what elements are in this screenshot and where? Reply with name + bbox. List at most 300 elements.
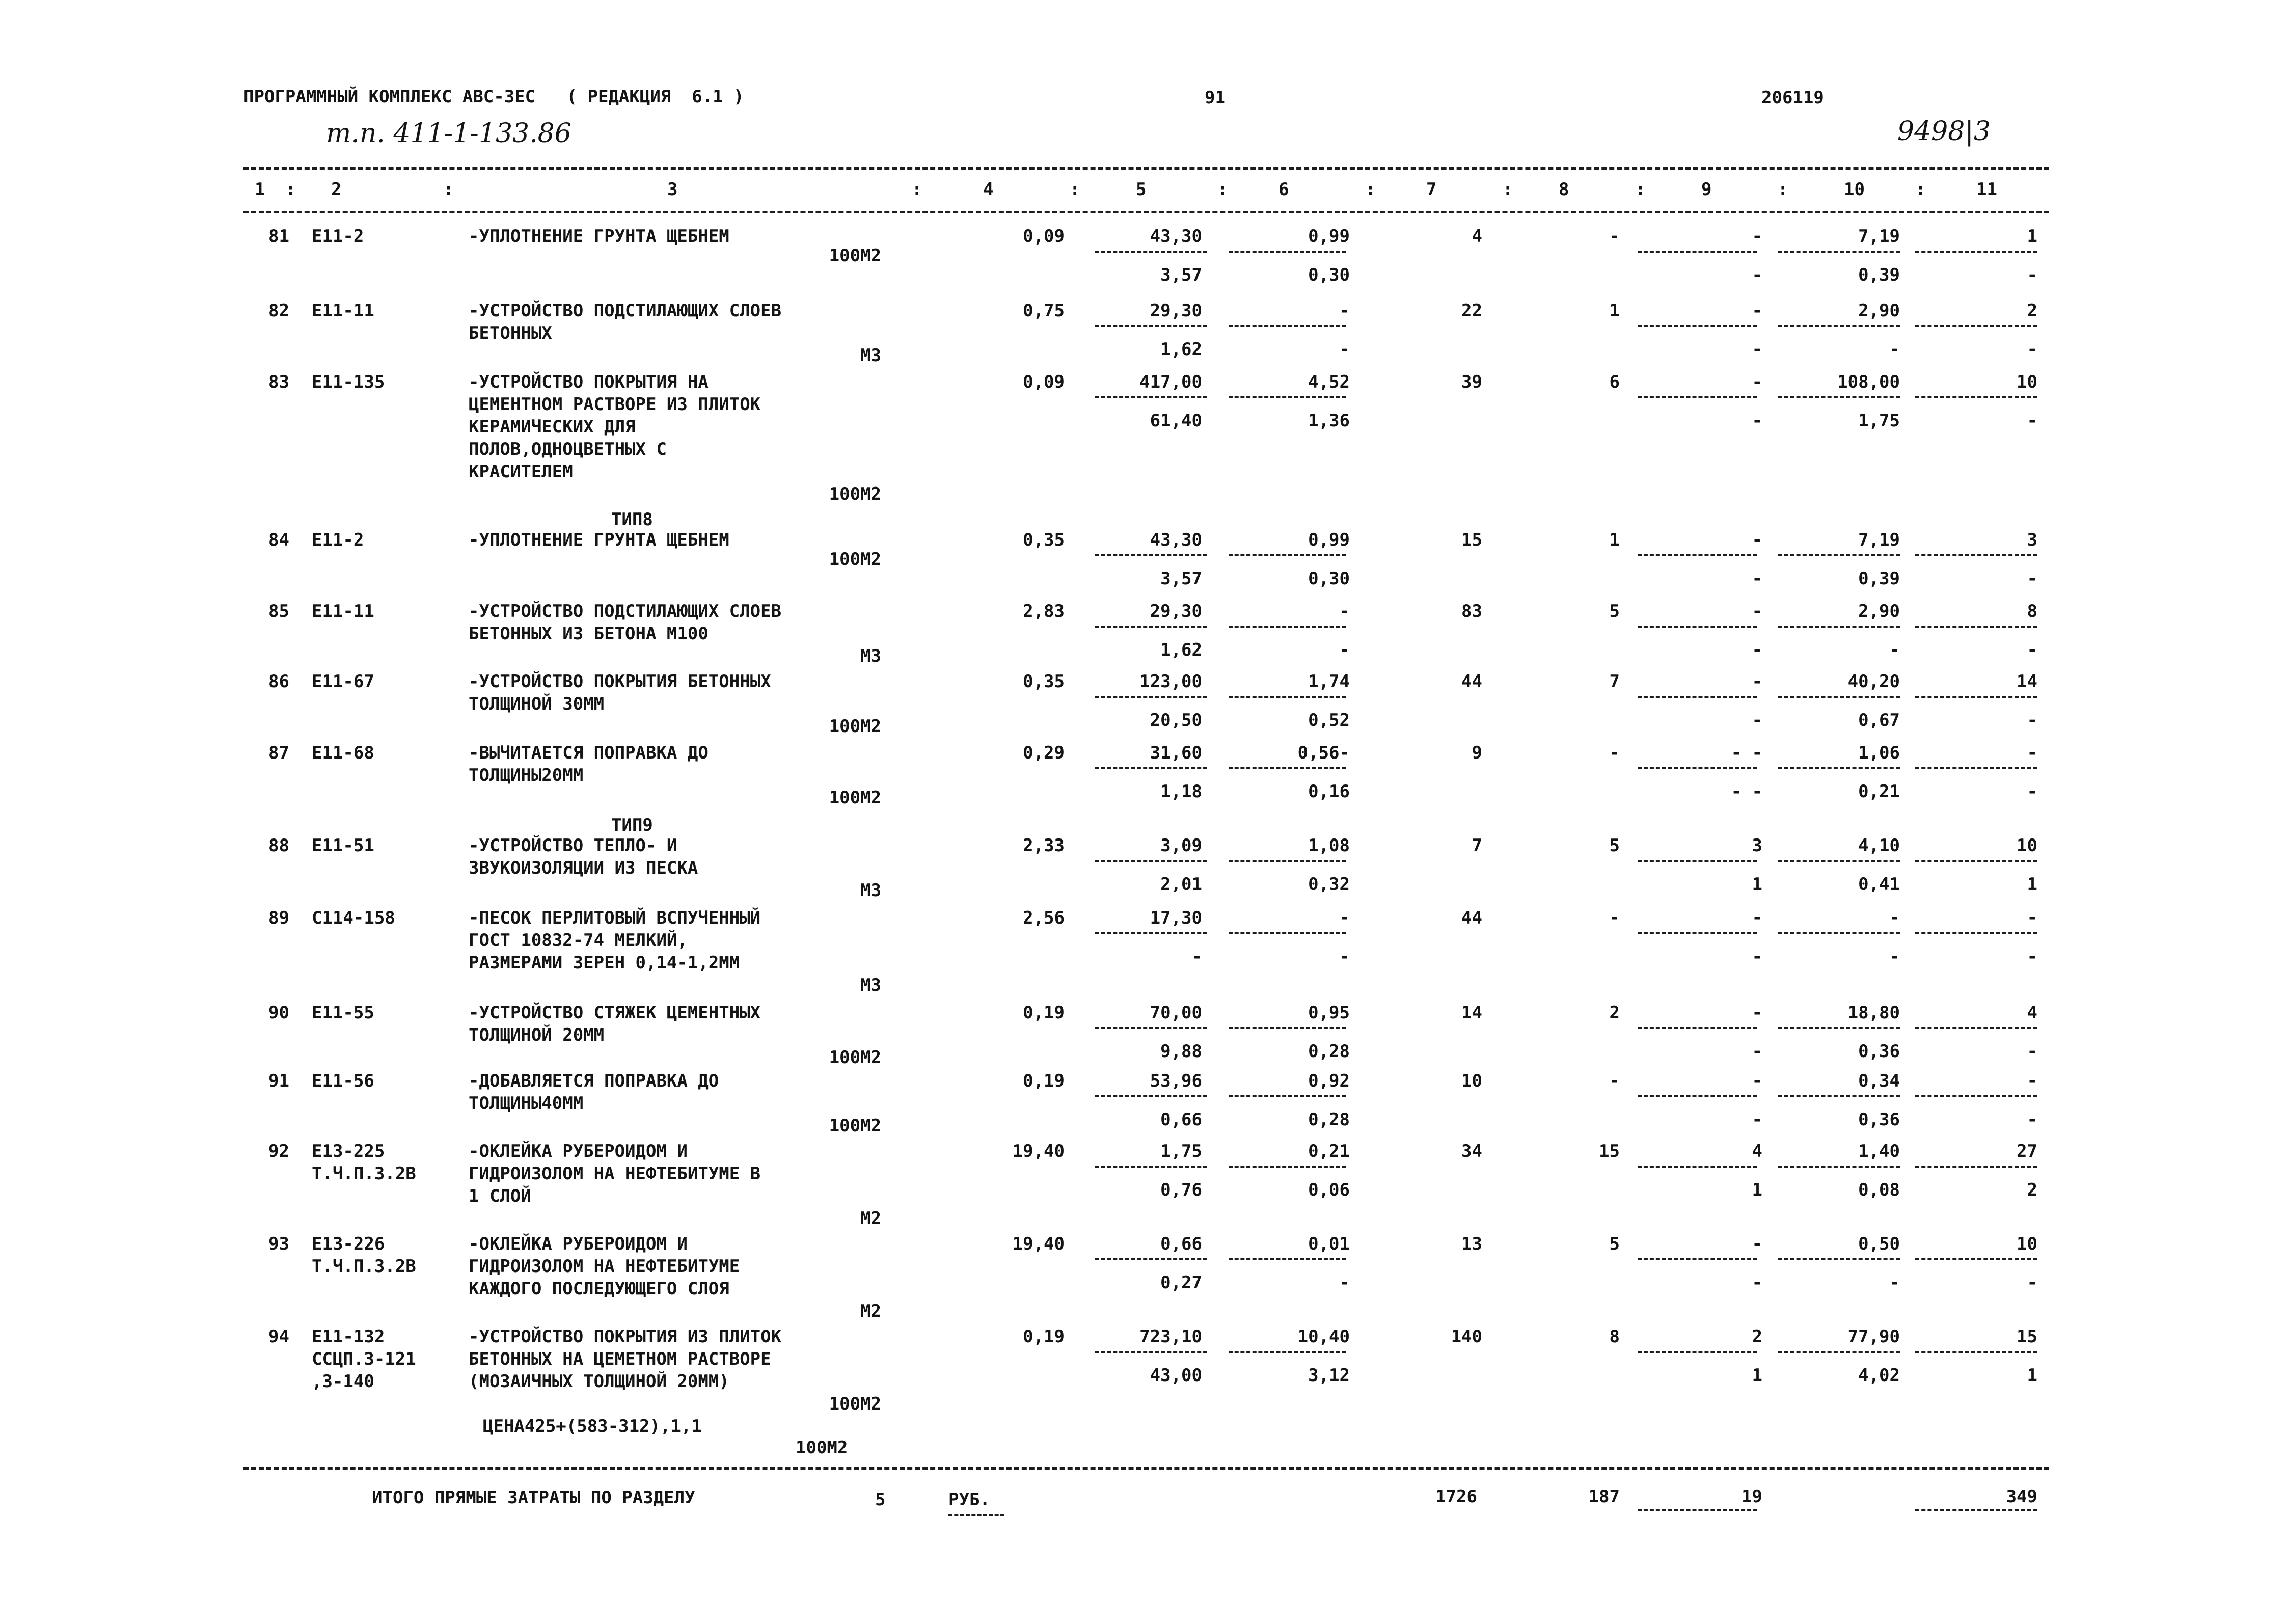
cell-divider-dash: [1778, 325, 1900, 327]
row-col11-top: 14: [2017, 671, 2037, 692]
row-col11-top: 8: [2027, 601, 2037, 621]
row-code: Е11-68: [312, 743, 374, 763]
row-col10-bottom: 0,67: [1858, 710, 1900, 730]
totals-rule: [243, 1467, 2049, 1470]
row-col6-top: 4,52: [1308, 372, 1350, 392]
row-col9-bottom: -: [1752, 1273, 1762, 1293]
row-col5-bottom: 61,40: [1150, 411, 1202, 431]
total-label: ИТОГО ПРЯМЫЕ ЗАТРАТЫ ПО РАЗДЕЛУ: [372, 1487, 695, 1508]
row-col5-bottom: 2,01: [1160, 874, 1202, 895]
column-header-2: 2: [331, 179, 342, 200]
row-code: Е11-132: [312, 1327, 385, 1347]
row-unit: 100М2: [829, 1047, 881, 1068]
cell-divider-dash: [1915, 1351, 2037, 1353]
cell-divider-dash: [1778, 696, 1900, 698]
row-col4: 19,40: [1012, 1234, 1065, 1254]
row-col11-bottom: -: [2027, 569, 2037, 589]
row-col8: 5: [1609, 835, 1620, 856]
row-col6-top: 0,21: [1308, 1141, 1350, 1161]
column-header-9: 9: [1701, 179, 1712, 200]
row-col8: 5: [1609, 1234, 1620, 1254]
row-description-line: ПОЛОВ,ОДНОЦВЕТНЫХ С: [469, 439, 667, 459]
cell-divider-dash: [1095, 325, 1207, 327]
cell-divider-dash: [1229, 396, 1346, 398]
row-col7: 13: [1461, 1234, 1482, 1254]
row-description-line: РАЗМЕРАМИ ЗЕРЕН 0,14-1,2ММ: [469, 953, 740, 973]
row-col9-bottom: 1: [1752, 874, 1762, 895]
row-col9-bottom: -: [1752, 339, 1762, 360]
cell-divider-dash: [1778, 767, 1900, 769]
row-col5-bottom: -: [1191, 946, 1202, 967]
cell-divider-dash: [1915, 1027, 2037, 1029]
row-col11-top: -: [2027, 908, 2037, 928]
row-number: 94: [268, 1327, 289, 1347]
cell-divider-dash: [1095, 1258, 1207, 1260]
row-col5-bottom: 0,27: [1160, 1273, 1202, 1293]
cell-divider-dash: [1778, 932, 1900, 934]
row-col9-bottom: - -: [1731, 781, 1762, 802]
row-col10-top: 18,80: [1847, 1003, 1900, 1023]
type-label-9: ТИП9: [611, 815, 653, 835]
row-col6-bottom: 0,16: [1308, 781, 1350, 802]
cell-divider-dash: [1638, 1351, 1757, 1353]
total-col9-dash: [1638, 1509, 1757, 1511]
row-number: 92: [268, 1141, 289, 1161]
row-col6-top: 1,08: [1308, 835, 1350, 856]
type-label-8: ТИП8: [611, 509, 653, 530]
row-code: Е11-67: [312, 671, 374, 692]
row-code: Е11-135: [312, 372, 385, 392]
row-description-line: ЦЕМЕНТНОМ РАСТВОРЕ ИЗ ПЛИТОК: [469, 394, 761, 415]
column-separator: :: [1915, 179, 1926, 200]
cell-divider-dash: [1095, 767, 1207, 769]
cell-divider-dash: [1229, 1095, 1346, 1097]
cell-divider-dash: [1778, 1351, 1900, 1353]
row-description-line: БЕТОННЫХ НА ЦЕМЕТНОМ РАСТВОРЕ: [469, 1349, 771, 1369]
row-description-line: -УСТРОЙСТВО СТЯЖЕК ЦЕМЕНТНЫХ: [469, 1003, 761, 1023]
cell-divider-dash: [1095, 626, 1207, 628]
total-col9: 19: [1741, 1486, 1762, 1507]
row-description-line: ТОЛЩИНЫ40ММ: [469, 1093, 584, 1114]
row-col9-top: -: [1752, 601, 1762, 621]
row-code: Е11-51: [312, 835, 374, 856]
cell-divider-dash: [1778, 396, 1900, 398]
row-number: 84: [268, 530, 289, 550]
cell-divider-dash: [1095, 1166, 1207, 1168]
row-col10-bottom: -: [1889, 1273, 1900, 1293]
row-unit: М2: [860, 1208, 881, 1229]
row-number: 88: [268, 835, 289, 856]
cell-divider-dash: [1638, 932, 1757, 934]
row-code-ref: Т.Ч.П.3.2В: [312, 1256, 416, 1277]
row-col5-bottom: 20,50: [1150, 710, 1202, 730]
row-col10-bottom: 0,36: [1858, 1109, 1900, 1130]
row-col9-top: - -: [1731, 743, 1762, 763]
row-col8: -: [1609, 743, 1620, 763]
row-number: 86: [268, 671, 289, 692]
row-col6-top: 0,56-: [1297, 743, 1350, 763]
row-col9-bottom: 1: [1752, 1180, 1762, 1200]
row-description-line: БЕТОННЫХ ИЗ БЕТОНА М100: [469, 624, 709, 644]
row-col9-top: 3: [1752, 835, 1762, 856]
row-col7: 44: [1461, 908, 1482, 928]
row-col6-bottom: -: [1339, 1273, 1350, 1293]
row-col11-top: -: [2027, 743, 2037, 763]
row-col7: 83: [1461, 601, 1482, 621]
row-unit: М3: [860, 345, 881, 366]
row-description-line: -ПЕСОК ПЕРЛИТОВЫЙ ВСПУЧЕННЫЙ: [469, 908, 761, 928]
row-description-line: -ДОБАВЛЯЕТСЯ ПОПРАВКА ДО: [469, 1071, 719, 1091]
column-separator: :: [1635, 179, 1646, 200]
row-description-line: ЗВУКОИЗОЛЯЦИИ ИЗ ПЕСКА: [469, 858, 698, 878]
row-col5-bottom: 1,62: [1160, 640, 1202, 660]
row-col5-top: 31,60: [1150, 743, 1202, 763]
row-unit: 100М2: [829, 1394, 881, 1414]
row-code: Е11-56: [312, 1071, 374, 1091]
row-col9-bottom: -: [1752, 265, 1762, 285]
handwritten-project-number: т.п. 411-1-133.86: [326, 118, 572, 149]
cell-divider-dash: [1229, 325, 1346, 327]
row-col8: 2: [1609, 1003, 1620, 1023]
row-description-line: ГОСТ 10832-74 МЕЛКИЙ,: [469, 930, 688, 951]
row-col5-top: 53,96: [1150, 1071, 1202, 1091]
row-col10-top: 0,34: [1858, 1071, 1900, 1091]
row-col8: 1: [1609, 301, 1620, 321]
row-col10-top: 40,20: [1847, 671, 1900, 692]
row-col10-bottom: -: [1889, 946, 1900, 967]
row-col4: 0,19: [1023, 1071, 1065, 1091]
row-description-line: ГИДРОИЗОЛОМ НА НЕФТЕБИТУМЕ: [469, 1256, 740, 1277]
row-col6-top: 0,95: [1308, 1003, 1350, 1023]
row-code: Е11-11: [312, 301, 374, 321]
row-col8: 6: [1609, 372, 1620, 392]
row-col11-top: 10: [2017, 372, 2037, 392]
row-unit: 100М2: [829, 716, 881, 737]
row-col6-bottom: 1,36: [1308, 411, 1350, 431]
cell-divider-dash: [1229, 251, 1346, 253]
row-col10-top: -: [1889, 908, 1900, 928]
cell-divider-dash: [1915, 932, 2037, 934]
row-col8: 7: [1609, 671, 1620, 692]
cell-divider-dash: [1638, 860, 1757, 862]
cell-divider-dash: [1095, 932, 1207, 934]
row-col9-top: -: [1752, 908, 1762, 928]
row-col6-bottom: 0,28: [1308, 1041, 1350, 1062]
row-description-line: -ОКЛЕЙКА РУБЕРОИДОМ И: [469, 1141, 688, 1161]
row-col4: 0,29: [1023, 743, 1065, 763]
cell-divider-dash: [1638, 251, 1757, 253]
row-col10-bottom: -: [1889, 640, 1900, 660]
row-col10-bottom: 0,36: [1858, 1041, 1900, 1062]
row-col8: 15: [1599, 1141, 1620, 1161]
row-col4: 0,19: [1023, 1003, 1065, 1023]
row-col9-top: -: [1752, 530, 1762, 550]
row-col7: 39: [1461, 372, 1482, 392]
row-number: 85: [268, 601, 289, 621]
row-col4: 0,75: [1023, 301, 1065, 321]
row-col5-top: 29,30: [1150, 601, 1202, 621]
row-col11-bottom: -: [2027, 1041, 2037, 1062]
row-col7: 15: [1461, 530, 1482, 550]
cell-divider-dash: [1638, 1258, 1757, 1260]
row-col6-top: -: [1339, 301, 1350, 321]
row-description-line: -УПЛОТНЕНИЕ ГРУНТА ЩЕБНЕМ: [469, 226, 729, 247]
cell-divider-dash: [1915, 860, 2037, 862]
column-header-3: 3: [667, 179, 678, 200]
cell-divider-dash: [1638, 325, 1757, 327]
row-col7: 9: [1472, 743, 1482, 763]
row-col9-top: -: [1752, 226, 1762, 247]
row-col5-top: 29,30: [1150, 301, 1202, 321]
row-col10-bottom: 0,41: [1858, 874, 1900, 895]
cell-divider-dash: [1638, 396, 1757, 398]
row-number: 82: [268, 301, 289, 321]
row-col10-top: 4,10: [1858, 835, 1900, 856]
row-col9-bottom: -: [1752, 411, 1762, 431]
row-col6-bottom: 0,30: [1308, 569, 1350, 589]
row-unit: 100М2: [829, 788, 881, 808]
row-number: 90: [268, 1003, 289, 1023]
row-number: 83: [268, 372, 289, 392]
total-col11-dash: [1915, 1509, 2037, 1511]
price-note-unit: 100М2: [796, 1438, 848, 1458]
cell-divider-dash: [1095, 1095, 1207, 1097]
row-col7: 10: [1461, 1071, 1482, 1091]
total-section: 5: [875, 1490, 886, 1510]
column-header-5: 5: [1136, 179, 1147, 200]
row-col6-top: 0,99: [1308, 226, 1350, 247]
row-col7: 7: [1472, 835, 1482, 856]
row-description-line: КЕРАМИЧЕСКИХ ДЛЯ: [469, 417, 636, 437]
row-col6-bottom: -: [1339, 946, 1350, 967]
row-col9-top: 4: [1752, 1141, 1762, 1161]
row-col5-top: 723,10: [1139, 1327, 1202, 1347]
row-description-line: БЕТОННЫХ: [469, 323, 552, 343]
cell-divider-dash: [1638, 626, 1757, 628]
cell-divider-dash: [1915, 251, 2037, 253]
row-col4: 2,83: [1023, 601, 1065, 621]
row-description-line: -УСТРОЙСТВО ПОКРЫТИЯ ИЗ ПЛИТОК: [469, 1327, 782, 1347]
row-col5-bottom: 9,88: [1160, 1041, 1202, 1062]
row-col5-top: 43,30: [1150, 226, 1202, 247]
row-col11-bottom: -: [2027, 411, 2037, 431]
cell-divider-dash: [1229, 932, 1346, 934]
row-col6-top: 0,99: [1308, 530, 1350, 550]
row-col7: 44: [1461, 671, 1482, 692]
row-col10-bottom: -: [1889, 339, 1900, 360]
row-col5-top: 123,00: [1139, 671, 1202, 692]
row-description-line: КРАСИТЕЛЕМ: [469, 462, 573, 482]
row-col9-bottom: -: [1752, 710, 1762, 730]
cell-divider-dash: [1229, 696, 1346, 698]
cell-divider-dash: [1778, 1095, 1900, 1097]
row-col10-bottom: 1,75: [1858, 411, 1900, 431]
row-col11-top: 10: [2017, 1234, 2037, 1254]
row-number: 93: [268, 1234, 289, 1254]
row-col5-bottom: 3,57: [1160, 569, 1202, 589]
row-col11-top: 10: [2017, 835, 2037, 856]
cell-divider-dash: [1229, 767, 1346, 769]
row-col10-top: 1,40: [1858, 1141, 1900, 1161]
row-col9-bottom: -: [1752, 569, 1762, 589]
column-header-11: 11: [1976, 179, 1997, 200]
cell-divider-dash: [1915, 696, 2037, 698]
row-col6-top: 10,40: [1297, 1327, 1350, 1347]
cell-divider-dash: [1778, 251, 1900, 253]
total-currency-underline: [948, 1514, 1004, 1516]
row-col5-top: 3,09: [1160, 835, 1202, 856]
row-col5-top: 70,00: [1150, 1003, 1202, 1023]
row-col9-top: -: [1752, 1003, 1762, 1023]
cell-divider-dash: [1915, 325, 2037, 327]
row-code: Е11-11: [312, 601, 374, 621]
row-col7: 34: [1461, 1141, 1482, 1161]
cell-divider-dash: [1095, 396, 1207, 398]
cell-divider-dash: [1915, 767, 2037, 769]
row-col10-top: 108,00: [1837, 372, 1900, 392]
row-col9-bottom: -: [1752, 1041, 1762, 1062]
row-col11-top: 4: [2027, 1003, 2037, 1023]
cell-divider-dash: [1915, 1166, 2037, 1168]
row-description-line: (МОЗАИЧНЫХ ТОЛЩИНОЙ 20ММ): [469, 1371, 729, 1392]
cell-divider-dash: [1095, 860, 1207, 862]
row-col10-top: 2,90: [1858, 601, 1900, 621]
row-col5-bottom: 1,18: [1160, 781, 1202, 802]
cell-divider-dash: [1638, 767, 1757, 769]
row-col11-bottom: -: [2027, 1109, 2037, 1130]
column-separator: :: [1217, 179, 1228, 200]
row-col6-top: 1,74: [1308, 671, 1350, 692]
price-note: ЦЕНА425+(583-312),1,1: [483, 1416, 702, 1437]
row-col8: -: [1609, 1071, 1620, 1091]
row-col8: 5: [1609, 601, 1620, 621]
row-code-ref-2: ,3-140: [312, 1371, 374, 1392]
row-col4: 19,40: [1012, 1141, 1065, 1161]
row-col11-bottom: 1: [2027, 874, 2037, 895]
column-header-7: 7: [1426, 179, 1437, 200]
row-description-line: ТОЛЩИНОЙ 20ММ: [469, 1025, 605, 1045]
header-rule-top: [243, 167, 2049, 170]
row-col11-bottom: -: [2027, 339, 2037, 360]
row-col6-top: -: [1339, 601, 1350, 621]
total-col11: 349: [2006, 1486, 2037, 1507]
cell-divider-dash: [1095, 251, 1207, 253]
row-number: 81: [268, 226, 289, 247]
row-description-line: КАЖДОГО ПОСЛЕДУЮЩЕГО СЛОЯ: [469, 1279, 729, 1299]
row-col5-bottom: 1,62: [1160, 339, 1202, 360]
cell-divider-dash: [1638, 1166, 1757, 1168]
column-separator: :: [1365, 179, 1376, 200]
row-col6-top: 0,92: [1308, 1071, 1350, 1091]
row-col9-top: 2: [1752, 1327, 1762, 1347]
row-col11-bottom: -: [2027, 1273, 2037, 1293]
row-col4: 0,35: [1023, 671, 1065, 692]
row-col9-top: -: [1752, 372, 1762, 392]
row-col11-top: 2: [2027, 301, 2037, 321]
row-unit: М3: [860, 880, 881, 901]
column-separator: :: [1503, 179, 1513, 200]
cell-divider-dash: [1229, 554, 1346, 556]
row-code-ref: Т.Ч.П.3.2В: [312, 1163, 416, 1184]
row-col5-top: 0,66: [1160, 1234, 1202, 1254]
row-col5-bottom: 3,57: [1160, 265, 1202, 285]
row-col4: 2,56: [1023, 908, 1065, 928]
row-description-line: -УСТРОЙСТВО ПОКРЫТИЯ БЕТОННЫХ: [469, 671, 771, 692]
row-col10-bottom: 0,39: [1858, 265, 1900, 285]
column-header-6: 6: [1278, 179, 1289, 200]
cell-divider-dash: [1778, 860, 1900, 862]
row-col10-bottom: 4,02: [1858, 1365, 1900, 1386]
row-col10-top: 77,90: [1847, 1327, 1900, 1347]
column-header-1: 1: [255, 179, 265, 200]
cell-divider-dash: [1638, 554, 1757, 556]
row-col9-top: -: [1752, 1071, 1762, 1091]
cell-divider-dash: [1229, 1166, 1346, 1168]
row-col10-bottom: 0,21: [1858, 781, 1900, 802]
row-description-line: -УСТРОЙСТВО ПОКРЫТИЯ НА: [469, 372, 709, 392]
row-code: Е11-55: [312, 1003, 374, 1023]
row-col6-bottom: 0,06: [1308, 1180, 1350, 1200]
row-col10-top: 1,06: [1858, 743, 1900, 763]
row-col10-top: 0,50: [1858, 1234, 1900, 1254]
row-unit: М2: [860, 1301, 881, 1321]
cell-divider-dash: [1778, 1027, 1900, 1029]
total-col7: 1726: [1435, 1486, 1477, 1507]
row-col10-top: 7,19: [1858, 226, 1900, 247]
row-col7: 140: [1451, 1327, 1482, 1347]
row-col5-top: 43,30: [1150, 530, 1202, 550]
column-separator: :: [285, 179, 296, 200]
cell-divider-dash: [1778, 1258, 1900, 1260]
row-col8: -: [1609, 226, 1620, 247]
row-col7: 4: [1472, 226, 1482, 247]
row-col8: -: [1609, 908, 1620, 928]
cell-divider-dash: [1778, 626, 1900, 628]
row-code: Е13-226: [312, 1234, 385, 1254]
row-description-line: -УСТРОЙСТВО ТЕПЛО- И: [469, 835, 677, 856]
row-col6-bottom: 3,12: [1308, 1365, 1350, 1386]
row-col8: 1: [1609, 530, 1620, 550]
cell-divider-dash: [1229, 626, 1346, 628]
row-description-line: -ВЫЧИТАЕТСЯ ПОПРАВКА ДО: [469, 743, 709, 763]
row-col4: 2,33: [1023, 835, 1065, 856]
column-separator: :: [1070, 179, 1080, 200]
row-description-line: ТОЛЩИНОЙ 30ММ: [469, 694, 605, 714]
row-col11-bottom: -: [2027, 710, 2037, 730]
row-col11-bottom: -: [2027, 781, 2037, 802]
row-description-line: -УСТРОЙСТВО ПОДСТИЛАЮЩИХ СЛОЕВ: [469, 601, 782, 621]
row-col10-bottom: 0,39: [1858, 569, 1900, 589]
row-col6-bottom: -: [1339, 640, 1350, 660]
cell-divider-dash: [1915, 626, 2037, 628]
row-unit: 100М2: [829, 1116, 881, 1136]
row-col6-top: -: [1339, 908, 1350, 928]
row-col6-bottom: 0,32: [1308, 874, 1350, 895]
row-col6-top: 0,01: [1308, 1234, 1350, 1254]
cell-divider-dash: [1229, 1351, 1346, 1353]
cell-divider-dash: [1229, 860, 1346, 862]
cell-divider-dash: [1915, 1095, 2037, 1097]
cell-divider-dash: [1638, 696, 1757, 698]
cell-divider-dash: [1095, 1027, 1207, 1029]
row-col11-top: -: [2027, 1071, 2037, 1091]
row-col11-bottom: -: [2027, 265, 2037, 285]
page-number: 91: [1205, 88, 1226, 108]
column-separator: :: [1778, 179, 1788, 200]
row-col8: 8: [1609, 1327, 1620, 1347]
row-number: 89: [268, 908, 289, 928]
row-col9-top: -: [1752, 301, 1762, 321]
